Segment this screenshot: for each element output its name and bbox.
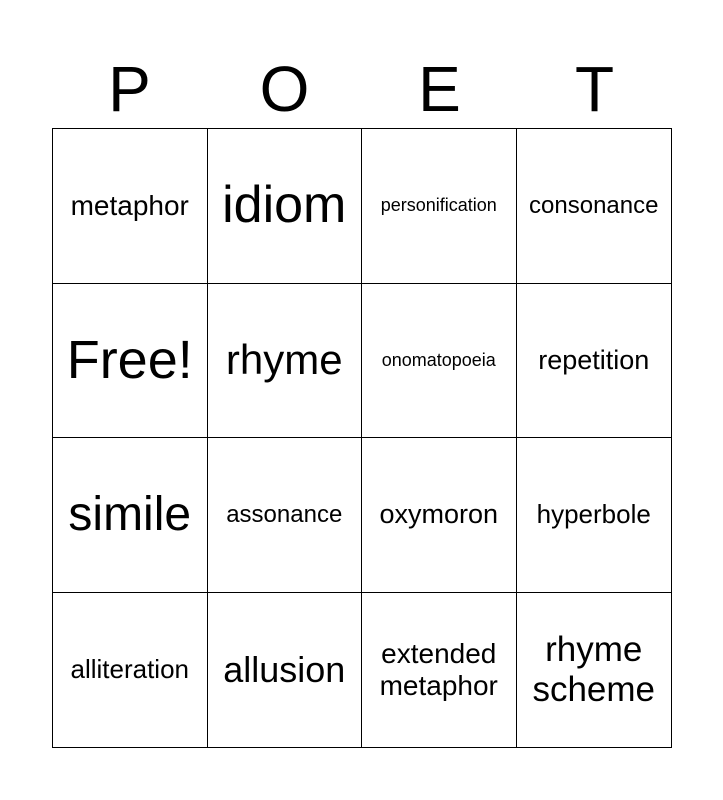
header-letter-o: O <box>259 53 310 125</box>
bingo-cell-consonance: consonance <box>517 129 672 284</box>
bingo-cell-alliteration: alliteration <box>53 593 208 748</box>
bingo-cell-rhyme: rhyme <box>208 284 363 439</box>
bingo-cell-repetition: repetition <box>517 284 672 439</box>
bingo-board <box>52 128 672 748</box>
bingo-cell-personification: personification <box>362 129 517 284</box>
bingo-cell-hyperbole: hyperbole <box>517 438 672 593</box>
header-letter-p: P <box>108 53 151 125</box>
bingo-cell-simile: simile <box>53 438 208 593</box>
bingo-cell-allusion: allusion <box>208 593 363 748</box>
bingo-header <box>52 50 672 128</box>
header-letter-e: E <box>418 53 461 125</box>
bingo-cell-onomatopoeia: onomatopoeia <box>362 284 517 439</box>
bingo-cell-free: Free! <box>53 284 208 439</box>
bingo-cell-metaphor: metaphor <box>53 129 208 284</box>
header-letter-t: T <box>574 53 615 125</box>
bingo-cell-rhyme-scheme: rhyme scheme <box>532 629 656 709</box>
bingo-cell-idiom: idiom <box>208 129 363 284</box>
bingo-cell-extended-metaphor: extended metaphor <box>362 593 517 748</box>
bingo-cell-assonance: assonance <box>208 438 363 593</box>
bingo-cell-oxymoron: oxymoron <box>362 438 517 593</box>
